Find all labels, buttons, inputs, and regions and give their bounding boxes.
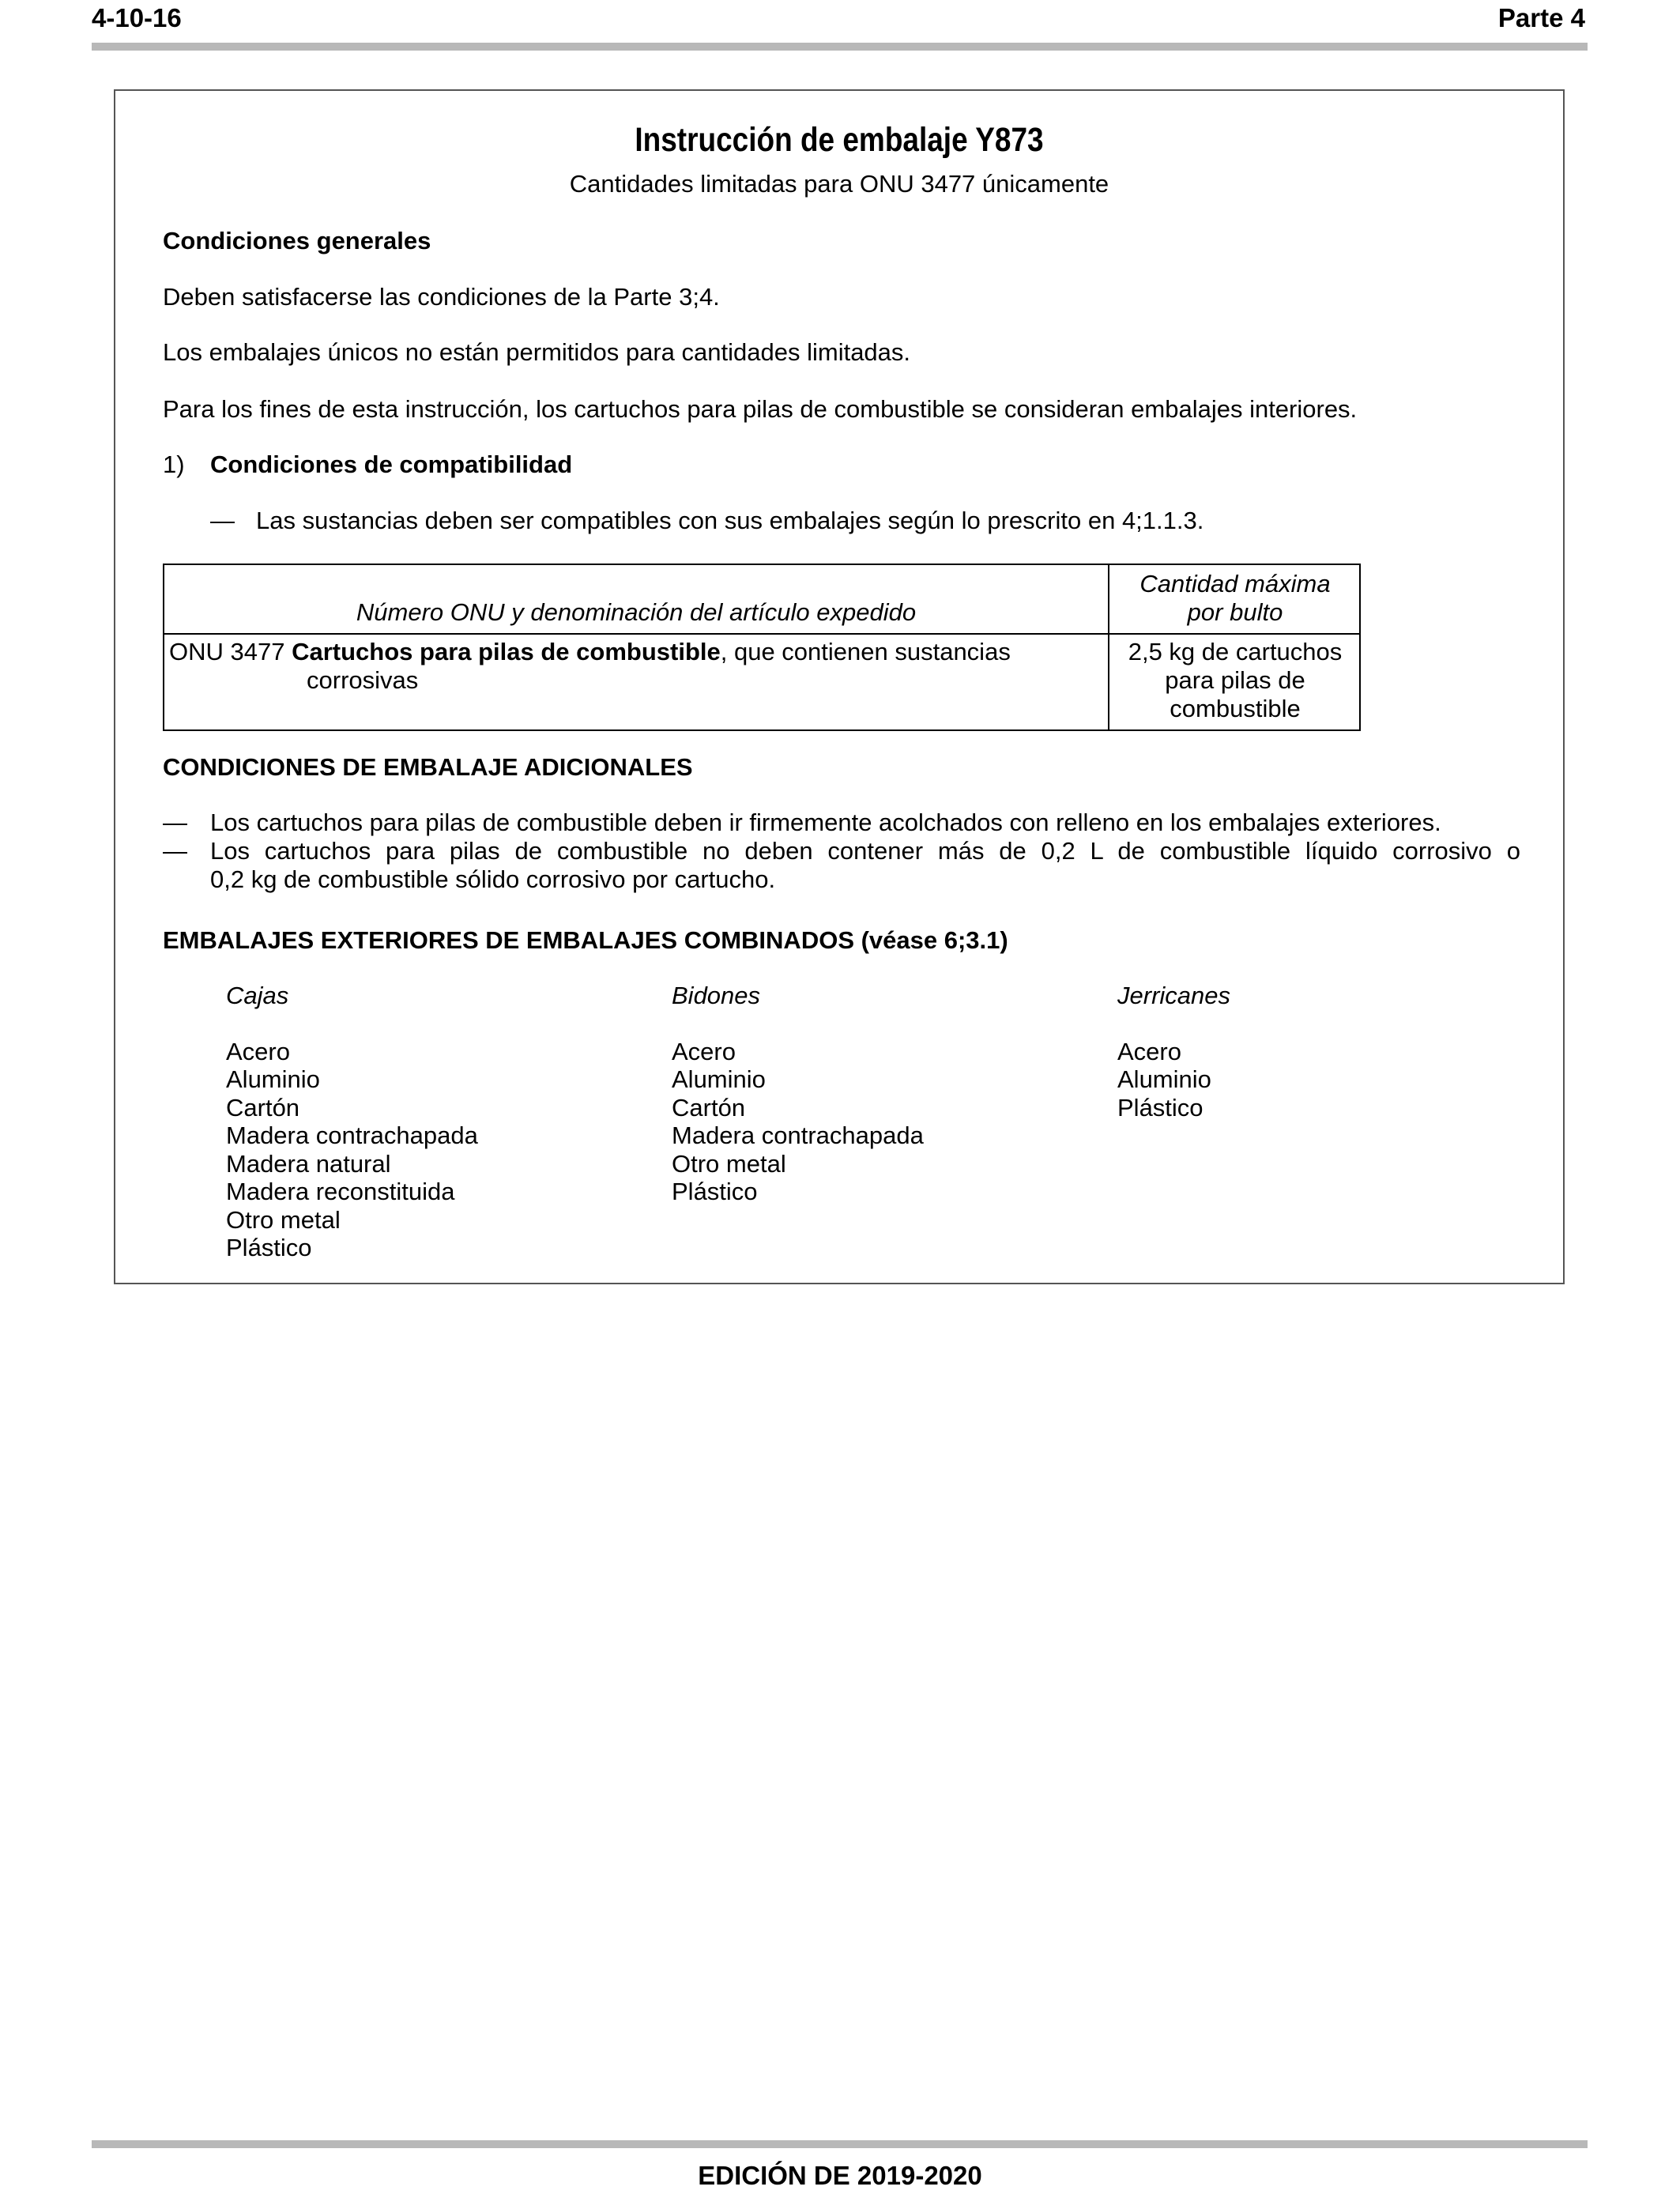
footer-rule (92, 2140, 1588, 2148)
paragraph-2: Los embalajes únicos no están permitidos para cantidades limitadas. (163, 338, 911, 366)
general-conditions-heading: Condiciones generales (163, 227, 431, 254)
additional-conditions-heading: CONDICIONES DE EMBALAJE ADICIONALES (163, 753, 693, 781)
compat-item: Las sustancias deben ser compatibles con sus embalajes según lo prescrito en 4;1.1.3. (256, 507, 1204, 534)
paragraph-1: Deben satisfacerse las condiciones de la Parte 3;4. (163, 283, 720, 311)
table-row-qty-line3: combustible (1170, 695, 1301, 722)
compat-number: 1) (163, 450, 185, 478)
list-item: Aluminio (226, 1065, 320, 1093)
list-item: Acero (672, 1037, 736, 1065)
table-header-qty-line2: por bulto (1187, 598, 1283, 626)
list-item: Madera contrachapada (672, 1122, 924, 1149)
table-header-qty-line1: Cantidad máxima (1139, 570, 1331, 598)
additional-item-1: Los cartuchos para pilas de combustible deben ir firmemente acolchados con relleno en los embalajes exteriores. (210, 809, 1441, 836)
column-title-jerricans: Jerricanes (1117, 982, 1230, 1009)
list-item: Plástico (1117, 1093, 1203, 1122)
list-item: Acero (1117, 1037, 1181, 1065)
list-item: Cartón (672, 1093, 746, 1122)
additional-item-2-line2: 0,2 kg de combustible sólido corrosivo por cartucho. (210, 865, 776, 893)
shipping-name: Cartuchos para pilas de combustible (292, 638, 721, 665)
column-title-boxes: Cajas (226, 982, 289, 1009)
packing-instruction-box (114, 89, 1565, 1284)
outer-packagings-heading: EMBALAJES EXTERIORES DE EMBALAJES COMBINADOS (véase 6;3.1) (163, 926, 1008, 954)
table-header-un: Número ONU y denominación del artículo expedido (356, 598, 917, 626)
list-item: Aluminio (672, 1065, 766, 1093)
list-item: Plástico (672, 1178, 758, 1205)
list-item: Cartón (226, 1093, 300, 1122)
column-title-drums: Bidones (672, 982, 761, 1009)
paragraph-3: Para los fines de esta instrucción, los cartuchos para pilas de combustible se consideran embalajes interiores. (163, 395, 1358, 423)
header-rule (92, 43, 1588, 51)
table-row-qty-line2: para pilas de (1165, 666, 1305, 694)
instruction-title: Instrucción de embalaje Y873 (635, 121, 1044, 159)
list-item: Acero (226, 1037, 290, 1065)
un-number: ONU 3477 (169, 638, 285, 665)
column-jerricans (1117, 982, 1230, 1122)
additional-item-2-line1: Los cartuchos para pilas de combustible no deben contener más de 0,2 L de combustible líquido corrosivo o (210, 837, 1520, 865)
compat-heading: Condiciones de compatibilidad (210, 450, 573, 478)
list-item: Madera reconstituida (226, 1178, 455, 1205)
list-item: Madera contrachapada (226, 1122, 478, 1149)
table-row-name-line2: corrosivas (307, 666, 419, 694)
list-item: Plástico (226, 1234, 312, 1261)
column-boxes (226, 982, 478, 1262)
table-divider-horizontal (164, 633, 1359, 635)
column-drums (672, 982, 924, 1206)
header-part: Parte 4 (1497, 3, 1585, 32)
list-item: Otro metal (672, 1149, 786, 1178)
table-row-name (169, 638, 1011, 666)
list-item: Otro metal (226, 1205, 341, 1234)
shipping-name-rest: , que contienen sustancias (720, 638, 1011, 665)
footer-edition: EDICIÓN DE 2019-2020 (698, 2161, 982, 2190)
quantity-table (163, 564, 1361, 731)
additional-dash-2: — (163, 837, 187, 865)
instruction-subtitle: Cantidades limitadas para ONU 3477 únicamente (569, 170, 1109, 198)
list-item: Aluminio (1117, 1065, 1211, 1093)
header-date: 4-10-16 (92, 3, 182, 32)
table-row-qty-line1: 2,5 kg de cartuchos (1128, 638, 1343, 665)
compat-dash: — (210, 507, 235, 534)
additional-dash-1: — (163, 809, 187, 836)
list-item: Madera natural (226, 1149, 391, 1178)
